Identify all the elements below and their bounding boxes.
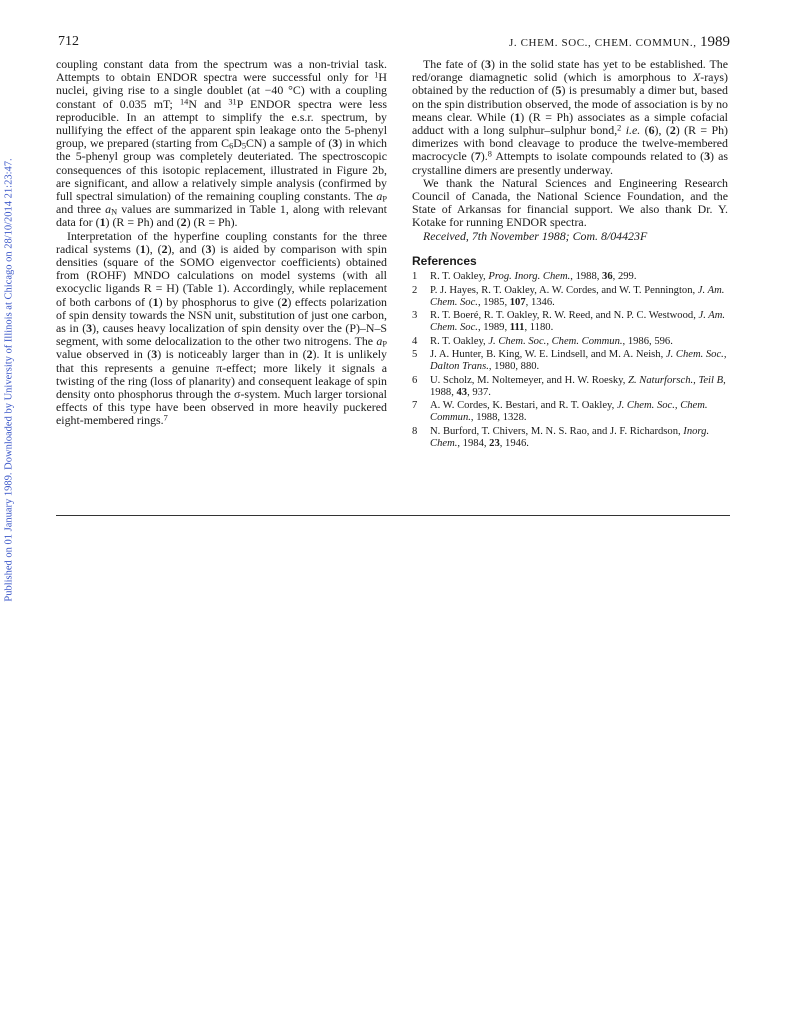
- left-column: [56, 58, 387, 428]
- reference-text: J. A. Hunter, B. King, W. E. Lindsell, and M. A. Neish, J. Chem. Soc., Dalton Trans., 1980, 880.: [430, 349, 727, 373]
- page-number: 712: [58, 34, 79, 49]
- reference-text: R. T. Boeré, R. T. Oakley, R. W. Reed, and N. P. C. Westwood, J. Am. Chem. Soc., 1989, 111, 1180.: [430, 310, 726, 334]
- paragraph: We thank the Natural Sciences and Engineering Research Council of Canada, the National Science Foundation, and the State of Arkansas for financial support. We also thank Dr. Y. Kotake for running ENDOR spectra.: [412, 175, 728, 230]
- reference-number: 7: [412, 400, 418, 412]
- reference-text: A. W. Cordes, K. Bestari, and R. T. Oakley, J. Chem. Soc., Chem. Commun., 1988, 1328.: [430, 400, 708, 424]
- reference-number: 1: [412, 271, 418, 283]
- publication-stamp: [2, 120, 16, 640]
- publication-stamp-text: Published on 01 January 1989. Downloaded by University of Illinois at Chicago on 28/10/2014 21:23:47.: [3, 158, 15, 602]
- reference-text: R. T. Oakley, Prog. Inorg. Chem., 1988, 36, 299.: [430, 271, 637, 283]
- reference-item: [412, 375, 728, 399]
- reference-item: [412, 400, 728, 424]
- reference-text: U. Scholz, M. Noltemeyer, and H. W. Roesky, Z. Naturforsch., Teil B, 1988, 43, 937.: [430, 374, 726, 398]
- reference-text: N. Burford, T. Chivers, M. N. S. Rao, and J. F. Richardson, Inorg. Chem., 1984, 23, 1946.: [430, 425, 710, 449]
- paragraph: Interpretation of the hyperfine coupling constants for the three radical systems (1), (2), and (3) is aided by comparison with spin densities (square of the SOMO eigenvector coefficients) obtained from (ROHF) MNDO calculations on model systems (with all exocyclic ligands R = H) (Table 1). Accordingly, while replacement of both carbons of (1) by phosphorus to give (2) effects polarization of spin density towards the NSN unit, substitution of just one carbon, as in (3), causes heavy localization of spin density over the (P)–N–S segment, with some delocalization to the other two nitrogens. The $a_P$ value observed in (3) is noticeably larger than in (2). It is unlikely that this represents a genuine π-effect; more likely it signals a twisting of the ring (loss of planarity) and consequent leakage of spin density onto phosphorus through the σ-system. Much larger torsional effects of this type have been observed in more heavily puckered eight-membered rings.$^7$: [56, 228, 387, 428]
- paragraph: coupling constant data from the spectrum was a non-trivial task. Attempts to obtain ENDOR spectra were successful only for $^1$H nuclei, giving rise to a single doublet (at −40 °C) with a coupling constant of 0.035 mT; $^{14}$N and $^{31}$P ENDOR spectra were less reproducible. In an attempt to simplify the e.s.r. spectrum, by nullifying the effect of the apparent spin leakage onto the 5-phenyl group, we prepared (starting from $C_6D_5CN$) a sample of (3) in which the 5-phenyl group was completely deuteriated. The spectroscopic consequences of this isotopic replacement, illustrated in Figure 2b, are significant, and allow a relatively simple analysis (confirmed by full spectral simulation) of the remaining coupling constants. The $a_P$ and three $a_N$ values are summarized in Table 1, along with relevant data for (1) (R = Ph) and (2) (R = Ph).: [56, 57, 388, 230]
- references-heading: References: [412, 253, 477, 268]
- running-head: [509, 34, 730, 51]
- reference-item: [412, 426, 728, 450]
- reference-number: 2: [412, 284, 418, 296]
- reference-number: 6: [412, 374, 418, 386]
- journal-year: 1989: [700, 34, 730, 50]
- reference-item: [412, 285, 728, 309]
- divider: [56, 515, 730, 516]
- paragraph: The fate of (3) in the solid state has yet to be established. The red/orange diamagnetic solid (which is amorphous to X-rays) obtained by the reduction of (5) is presumably a dimer but, based on the spin distribution observed, the mode of association is by no means clear. While (1) (R = Ph) associates as a simple cofacial adduct with a long sulphur–sulphur bond,$^2$ i.e. (6), (2) (R = Ph) dimerizes with bond cleavage to produce the twelve-membered macrocycle (7).$^8$ Attempts to isolate compounds related to (3) as crystalline dimers are presently underway.: [412, 57, 728, 177]
- reference-text: R. T. Oakley, J. Chem. Soc., Chem. Commun., 1986, 596.: [430, 335, 673, 347]
- reference-number: 4: [412, 335, 418, 347]
- journal-name: J. CHEM. SOC., CHEM. COMMUN.,: [509, 37, 700, 49]
- reference-number: 3: [412, 310, 418, 322]
- reference-number: 5: [412, 349, 418, 361]
- right-column: [412, 58, 728, 451]
- received-line: Received, 7th November 1988; Com. 8/04423F: [423, 228, 648, 243]
- reference-item: [412, 271, 728, 283]
- reference-number: 8: [412, 425, 418, 437]
- references-list: [412, 271, 728, 450]
- reference-item: [412, 349, 728, 373]
- reference-item: [412, 336, 728, 348]
- reference-item: [412, 310, 728, 334]
- reference-text: P. J. Hayes, R. T. Oakley, A. W. Cordes, and W. T. Pennington, J. Am. Chem. Soc., 1985, 107, 1346.: [430, 284, 725, 308]
